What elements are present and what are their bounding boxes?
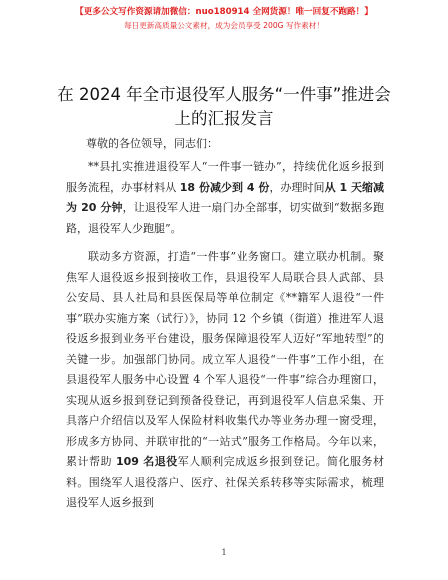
promo-banner-line1: 【更多公文写作资源请加微信：nuo180914 全网货源！唯一回复不跑路！】 (75, 7, 373, 17)
paragraph-2 (66, 247, 384, 514)
page-number: 1 (221, 548, 227, 557)
paragraph-1-text-a: **县扎实推进退役军人“一件事一链办”，持续优化返乡报到服务流程，办事材料从 (66, 160, 384, 194)
paragraph-1 (66, 157, 384, 239)
document-body (66, 157, 384, 514)
paragraph-2-highlight-a: 109 名退役 (115, 455, 178, 468)
paragraph-1-highlight-a: 18 份减少到 4 份 (179, 180, 270, 194)
paragraph-2-text-b: 军人顺利完成返乡报到登记。简化服务材料。围绕军人退役落户、医疗、社保关系转移等实际需求，梳理退役军人返乡报到 (66, 455, 385, 509)
paragraph-1-highlight-b: 从 1 天缩减为 20 分钟 (66, 180, 384, 214)
document-title (40, 83, 408, 131)
document-title-line2: 上的汇报发言 (174, 109, 274, 128)
document-title-line1: 在 2024 年全市退役军人服务“一件事”推进会 (57, 85, 391, 104)
paragraph-1-text-b: ，办理时间 (269, 180, 325, 194)
paragraph-2-text-a: 联动多方资源，打造“一件事”业务窗口。建立联办机制。聚焦军人退役返乡报到接收工作，县退役军人局联合县人武部、县公安局、县人社局和县医保局等单位制定《**籍军人退役“一件事”联办实施方案（试行）》，协同 12 个乡镇（街道）推进军人退役返乡报到业务平台建设，服务保障退役军人迈好“军地转型”的关键一步。加强部门协同。成立军人退役“一件事”工作小组，在县退役军人服务中心设置 4 个军人退役“一件事”综合办理窗口，实现从返乡报到登记到预备役登记，再到退役军人信息采集、开具落户介绍信以及军人保险材料收集代办等业务办理一窗受理，形成多方协同、并联审批的“一站式”服务工作格局。今年以来，累计帮助 (66, 250, 384, 468)
salutation: 尊敬的各位领导，同志们： (86, 137, 218, 150)
paragraph-1-text-c: ，让退役军人进一扇门办全部事，切实做到“数据多跑路，退役军人少跑腿”。 (66, 201, 384, 235)
promo-banner-line2: 每日更新高质量公文素材，成为会员享受 200G 写作素材！ (124, 21, 324, 30)
promo-banner (0, 6, 448, 32)
